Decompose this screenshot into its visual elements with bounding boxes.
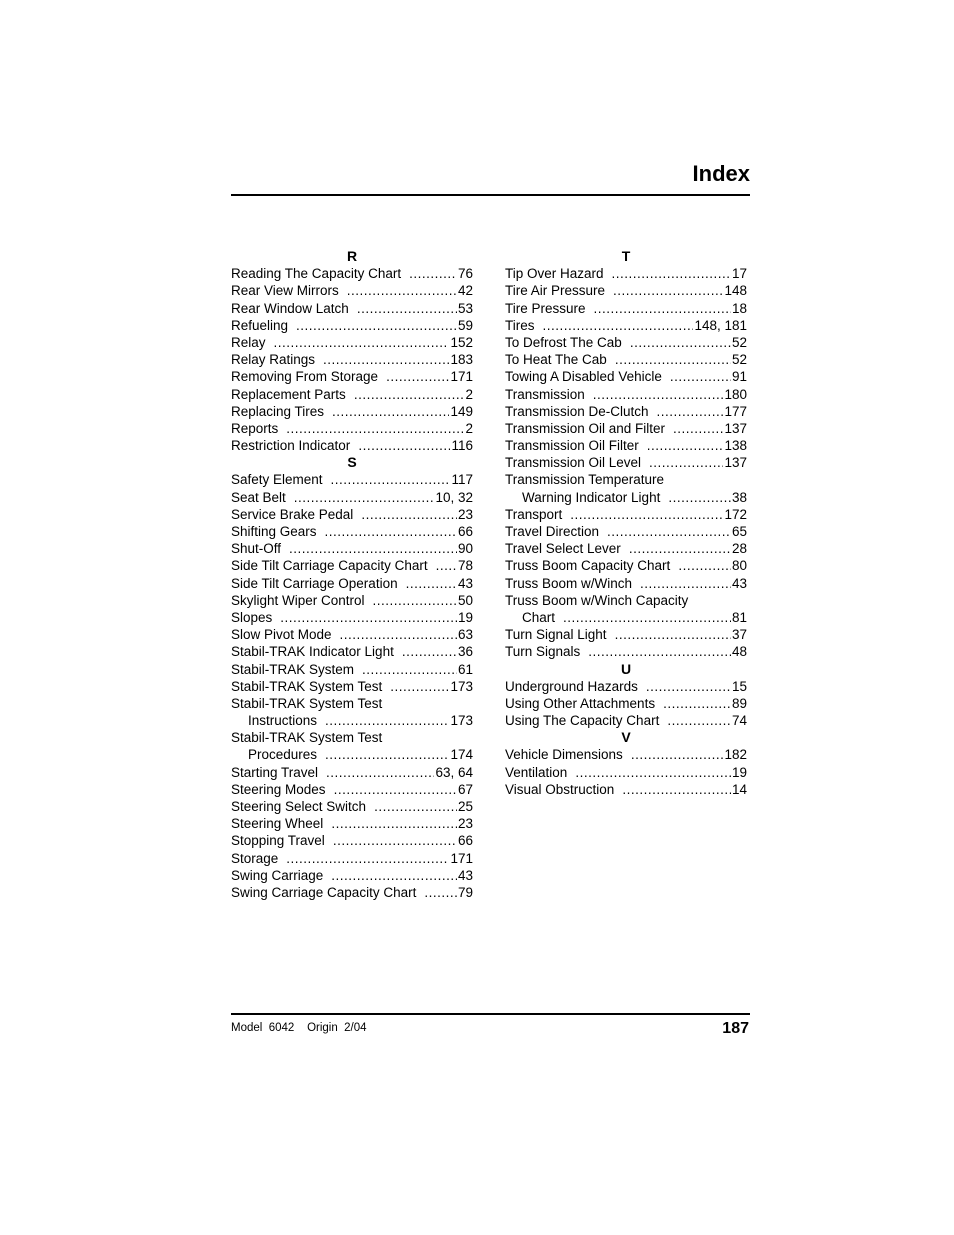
dot-leader: [286, 850, 449, 867]
index-entry-label: Transmission Oil Level: [505, 455, 642, 471]
index-entry-label: Skylight Wiper Control: [231, 592, 365, 608]
dot-leader: [274, 334, 450, 351]
dot-leader: [613, 282, 723, 299]
dot-leader: [286, 420, 464, 437]
index-entry-label: Shifting Gears: [231, 524, 317, 539]
index-entry-label: Rear View Mirrors: [231, 283, 339, 299]
index-group-t-b: [505, 506, 747, 592]
dot-leader: [280, 609, 457, 626]
dot-leader: [373, 592, 457, 609]
index-entry: [231, 420, 473, 437]
index-entry-label: Swing Carriage: [231, 867, 324, 883]
dot-leader: [390, 678, 449, 695]
index-entry: [505, 489, 747, 506]
index-entry: [231, 540, 473, 557]
index-entry: [505, 317, 747, 334]
index-entry-label: Relay: [231, 334, 266, 350]
dot-leader: [325, 712, 449, 729]
index-entry: [505, 643, 747, 660]
index-entry-label: Transport: [505, 506, 563, 522]
index-group-v: [505, 746, 747, 798]
index-entry-page: 18: [731, 300, 747, 316]
index-entry: [505, 403, 747, 420]
index-entry-page: 78: [457, 558, 473, 574]
index-entry-page: 38: [731, 489, 747, 505]
index-entry-page: 182: [724, 747, 747, 763]
index-entry: [505, 368, 747, 385]
index-entry-label: Safety Element: [231, 472, 323, 488]
index-entry-page: 14: [731, 781, 747, 797]
index-entry-label: Removing From Storage: [231, 369, 379, 385]
section-letter-t: T: [621, 248, 631, 264]
index-entry-page: 80: [731, 558, 747, 574]
dot-leader: [615, 626, 731, 643]
index-entry: [231, 764, 473, 781]
index-group-r: [231, 265, 473, 454]
index-entry-page: 173: [450, 678, 473, 694]
index-entry-label: Seat Belt: [231, 489, 286, 505]
index-entry-page: 138: [724, 438, 747, 454]
dot-leader: [594, 300, 731, 317]
index-group-u: [505, 678, 747, 730]
index-entry-label: Stopping Travel: [231, 833, 325, 849]
index-entry-label: Relay Ratings: [231, 352, 316, 368]
index-entry: [505, 678, 747, 695]
index-entry-label: Stabil-TRAK System Test: [231, 678, 383, 694]
section-letter-r: R: [346, 248, 358, 264]
index-entry-label: Warning Indicator Light: [522, 489, 661, 505]
index-entry-page: 137: [724, 420, 747, 436]
index-entry-label: Instructions: [248, 713, 318, 729]
index-entry: [231, 832, 473, 849]
index-entry-page: 23: [457, 506, 473, 522]
index-entry-page: 50: [457, 592, 473, 608]
dot-leader: [361, 506, 457, 523]
index-entry-page: 76: [457, 266, 473, 282]
index-entry-label: Transmission Oil and Filter: [505, 420, 666, 436]
index-entry-page: 152: [450, 334, 473, 350]
index-column-right: [505, 248, 747, 798]
index-entry-label: Stabil-TRAK Indicator Light: [231, 644, 394, 660]
dot-leader: [357, 300, 457, 317]
dot-leader: [362, 661, 457, 678]
index-entry-label: Storage: [231, 850, 279, 866]
index-entry-label: Steering Wheel: [231, 816, 324, 832]
dot-leader: [575, 764, 731, 781]
index-entry-label: Underground Hazards: [505, 678, 638, 694]
index-entry-page: 180: [724, 386, 747, 402]
index-entry-page: 89: [731, 695, 747, 711]
index-entry: [231, 626, 473, 643]
index-group-t-c: [505, 626, 747, 660]
dot-leader: [631, 746, 724, 763]
dot-leader: [409, 265, 457, 282]
index-entry: [505, 781, 747, 798]
index-entry-label: Ventilation: [505, 764, 568, 780]
index-entry-page: 171: [450, 850, 473, 866]
index-entry-label: Transmission De-Clutch: [505, 403, 649, 419]
section-letter-v: V: [621, 729, 631, 746]
index-entry-label: Travel Select Lever: [505, 541, 621, 557]
index-entry: [505, 609, 747, 626]
dot-leader: [629, 540, 731, 557]
index-entry-label: Replacing Tires: [231, 403, 325, 419]
index-entry-label: Truss Boom Capacity Chart: [505, 558, 671, 574]
index-entry-page: 28: [731, 541, 747, 557]
index-entry-page: 63: [457, 627, 473, 643]
dot-leader: [347, 282, 457, 299]
dot-leader: [607, 523, 731, 540]
index-group-t-a: [505, 265, 747, 471]
index-entry: [231, 815, 473, 832]
index-entry-line1: Stabil-TRAK System Test: [231, 695, 383, 711]
index-entry-label: Using Other Attachments: [505, 695, 656, 711]
dot-leader: [436, 557, 457, 574]
dot-leader: [657, 403, 724, 420]
index-entry: [231, 523, 473, 540]
index-entry: [231, 506, 473, 523]
dot-leader: [406, 575, 457, 592]
index-entry: [231, 403, 473, 420]
index-entry-page: 81: [731, 609, 747, 625]
index-entry-label: Reading The Capacity Chart: [231, 266, 402, 282]
index-entry: [505, 557, 747, 574]
index-entry-label: Towing A Disabled Vehicle: [505, 369, 662, 385]
dot-leader: [640, 575, 731, 592]
index-entry: [505, 626, 747, 643]
index-entry-label: Tip Over Hazard: [505, 266, 604, 282]
dot-leader: [354, 386, 465, 403]
dot-leader: [323, 351, 449, 368]
index-entry-label: Restriction Indicator: [231, 438, 351, 454]
index-entry-label: Starting Travel: [231, 764, 319, 780]
index-entry-label: Tires: [505, 317, 535, 333]
index-entry: [231, 575, 473, 592]
dot-leader: [647, 437, 724, 454]
index-entry-label: Turn Signal Light: [505, 627, 607, 643]
index-entry-label: Slow Pivot Mode: [231, 627, 332, 643]
index-group-s-b: [231, 764, 473, 902]
dot-leader: [386, 368, 449, 385]
index-entry: [231, 746, 473, 763]
index-entry-page: 172: [724, 506, 747, 522]
index-entry-page: 137: [724, 455, 747, 471]
index-entry: [231, 609, 473, 626]
index-entry-page: 19: [731, 764, 747, 780]
section-letter-s: S: [347, 454, 357, 471]
index-entry-page: 52: [731, 334, 747, 350]
dot-leader: [296, 317, 457, 334]
index-entry-line1: Transmission Temperature: [505, 472, 665, 488]
index-entry-label: Refueling: [231, 317, 289, 333]
index-entry-page: 116: [451, 438, 473, 454]
index-entry: [231, 850, 473, 867]
page-number: 187: [722, 1020, 749, 1037]
index-entry-label: Transmission Oil Filter: [505, 438, 639, 454]
index-entry: [231, 437, 473, 454]
dot-leader: [593, 386, 724, 403]
dot-leader: [331, 815, 457, 832]
index-entry: [505, 523, 747, 540]
dot-leader: [340, 626, 457, 643]
index-entry-line1: Truss Boom w/Winch Capacity: [505, 592, 689, 608]
index-entry-label: Vehicle Dimensions: [505, 747, 623, 763]
index-entry: [231, 300, 473, 317]
index-entry-page: 74: [731, 713, 747, 729]
page-title: Index: [692, 161, 750, 186]
index-entry-page: 25: [457, 799, 473, 814]
index-entry-page: 61: [457, 661, 473, 677]
index-entry: [505, 282, 747, 299]
index-entry: [231, 867, 473, 884]
dot-leader: [622, 781, 731, 798]
index-entry-label: Service Brake Pedal: [231, 506, 354, 522]
index-entry-label: Using The Capacity Chart: [505, 713, 660, 729]
index-entry-page: 59: [457, 317, 473, 333]
index-entry: [505, 420, 747, 437]
index-entry-page: 2: [465, 420, 473, 436]
dot-leader: [358, 437, 450, 454]
index-entry: [231, 368, 473, 385]
index-entry-page: 15: [731, 678, 747, 694]
index-entry-page: 17: [731, 266, 747, 282]
index-entry-line1: Stabil-TRAK System Test: [231, 730, 383, 746]
dot-leader: [673, 420, 723, 437]
index-entry: [231, 265, 473, 282]
footer-model-info: Model 6042 Origin 2/04: [231, 1022, 367, 1034]
dot-leader: [667, 712, 731, 729]
index-entry: [231, 884, 473, 901]
index-entry: [231, 557, 473, 574]
dot-leader: [663, 695, 731, 712]
index-entry-label: Procedures: [248, 747, 318, 763]
index-entry-page: 52: [731, 352, 747, 368]
dot-leader: [668, 489, 731, 506]
dot-leader: [332, 403, 449, 420]
dot-leader: [615, 351, 731, 368]
index-entry-page: 42: [457, 283, 473, 299]
index-entry-page: 43: [457, 867, 473, 883]
index-entry-label: Slopes: [231, 609, 273, 625]
index-entry-page: 43: [731, 575, 747, 591]
index-entry: [505, 265, 747, 282]
index-entry-page: 53: [457, 300, 473, 316]
index-entry-label: Turn Signals: [505, 644, 581, 660]
index-entry-label: Side Tilt Carriage Capacity Chart: [231, 558, 428, 574]
index-entry-page: 48: [731, 644, 747, 660]
index-entry-page: 66: [457, 524, 473, 539]
index-entry-page: 91: [731, 369, 747, 385]
index-entry-page: 177: [724, 403, 747, 419]
index-entry-page: 79: [457, 884, 473, 900]
index-entry: [231, 489, 473, 506]
index-entry: [231, 643, 473, 660]
index-entry-page: 183: [450, 352, 473, 368]
dot-leader: [612, 265, 731, 282]
index-entry-page: 10, 32: [435, 489, 473, 505]
index-entry: [505, 506, 747, 523]
index-entry: [505, 386, 747, 403]
dot-leader: [646, 678, 731, 695]
index-entry: [505, 746, 747, 763]
index-entry: [505, 575, 747, 592]
index-entry-page: 117: [451, 472, 473, 488]
index-entry-page: 149: [450, 403, 473, 419]
dot-leader: [331, 471, 451, 488]
dot-leader: [374, 798, 457, 815]
dot-leader: [326, 764, 434, 781]
index-entry: [505, 695, 747, 712]
index-entry-page: 67: [457, 781, 473, 797]
index-entry-page: 2: [465, 386, 473, 402]
index-entry: [231, 712, 473, 729]
index-entry-label: To Defrost The Cab: [505, 334, 622, 350]
index-entry-page: 174: [450, 747, 473, 763]
index-entry-label: Replacement Parts: [231, 386, 346, 402]
index-entry-label: To Heat The Cab: [505, 352, 607, 368]
index-entry-page: 148, 181: [694, 317, 747, 333]
index-entry-label: Steering Select Switch: [231, 799, 367, 814]
dot-leader: [325, 746, 449, 763]
index-entry: [505, 712, 747, 729]
index-entry-page: 65: [731, 524, 747, 539]
section-letter-u: U: [620, 660, 632, 677]
dot-leader: [570, 506, 723, 523]
index-entry: [231, 334, 473, 351]
dot-leader: [331, 867, 457, 884]
index-entry-label: Travel Direction: [505, 524, 600, 539]
index-entry-label: Reports: [231, 420, 279, 436]
index-entry-label: Rear Window Latch: [231, 300, 349, 316]
index-entry-page: 171: [450, 369, 473, 385]
index-entry: [231, 471, 473, 488]
index-entry-page: 43: [457, 575, 473, 591]
dot-leader: [289, 540, 457, 557]
index-group-s-a: [231, 471, 473, 694]
index-entry-label: Truss Boom w/Winch: [505, 575, 633, 591]
dot-leader: [563, 609, 731, 626]
index-entry: [231, 282, 473, 299]
dot-leader: [294, 489, 435, 506]
dot-leader: [325, 523, 457, 540]
index-entry-page: 19: [457, 609, 473, 625]
footer-rule: [231, 1013, 750, 1015]
dot-leader: [424, 884, 457, 901]
index-entry-label: Shut-Off: [231, 541, 282, 557]
dot-leader: [630, 334, 731, 351]
index-entry: [505, 437, 747, 454]
index-entry: [505, 540, 747, 557]
index-entry: [231, 317, 473, 334]
index-entry: [231, 798, 473, 815]
index-entry: [505, 334, 747, 351]
index-entry-page: 90: [457, 541, 473, 557]
index-entry: [231, 386, 473, 403]
index-entry-page: 36: [457, 644, 473, 660]
index-entry-label: Stabil-TRAK System: [231, 661, 355, 677]
index-entry: [505, 300, 747, 317]
index-entry: [231, 351, 473, 368]
index-entry-label: Side Tilt Carriage Operation: [231, 575, 398, 591]
index-entry-page: 63, 64: [435, 764, 473, 780]
index-entry: [231, 781, 473, 798]
index-entry-label: Transmission: [505, 386, 585, 402]
dot-leader: [334, 781, 457, 798]
index-entry: [505, 764, 747, 781]
dot-leader: [543, 317, 694, 334]
dot-leader: [402, 643, 457, 660]
dot-leader: [333, 832, 457, 849]
index-entry-page: 37: [731, 627, 747, 643]
index-entry-page: 173: [450, 713, 473, 729]
index-entry: [231, 678, 473, 695]
index-entry-label: Tire Pressure: [505, 300, 586, 316]
index-entry-label: Chart: [522, 609, 556, 625]
index-entry: [505, 454, 747, 471]
index-entry: [231, 661, 473, 678]
dot-leader: [670, 368, 731, 385]
index-entry-page: 66: [457, 833, 473, 849]
index-entry-label: Steering Modes: [231, 781, 326, 797]
dot-leader: [588, 643, 731, 660]
index-entry-label: Tire Air Pressure: [505, 283, 606, 299]
dot-leader: [649, 454, 723, 471]
index-entry-label: Visual Obstruction: [505, 781, 615, 797]
index-entry: [505, 351, 747, 368]
index-entry: [231, 592, 473, 609]
dot-leader: [678, 557, 731, 574]
index-entry-label: Swing Carriage Capacity Chart: [231, 884, 417, 900]
index-entry-page: 23: [457, 816, 473, 832]
index-entry-page: 148: [724, 283, 747, 299]
header-rule: [231, 194, 750, 196]
index-column-left: [231, 248, 473, 901]
